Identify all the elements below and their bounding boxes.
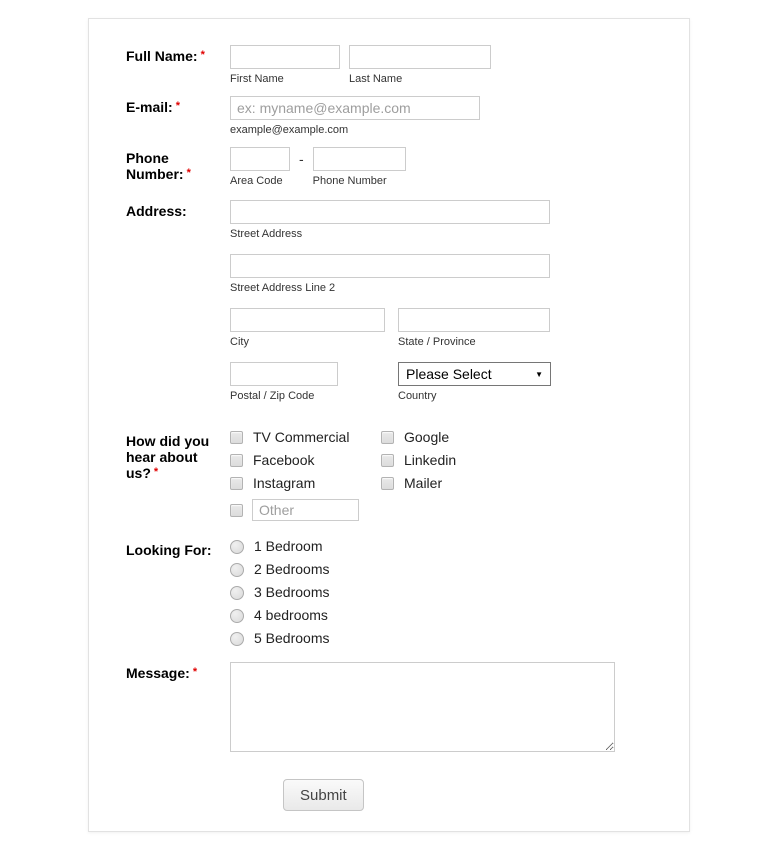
radio-item-3-bedrooms bbox=[230, 585, 659, 600]
hear-about-options bbox=[230, 430, 659, 521]
country-select-value: Please Select bbox=[406, 366, 492, 382]
phone-required-asterisk: * bbox=[186, 167, 191, 179]
mailer-label[interactable]: Mailer bbox=[404, 475, 443, 491]
postal-code-sublabel: Postal / Zip Code bbox=[230, 390, 315, 402]
checkbox-item-linkedin bbox=[381, 453, 659, 468]
phone-fields bbox=[230, 147, 659, 188]
message-label-text: Message: bbox=[126, 665, 190, 681]
full-name-row bbox=[126, 45, 659, 86]
checkbox-item-tv-commercial bbox=[230, 430, 381, 445]
mailer-checkbox[interactable] bbox=[381, 477, 394, 490]
area-code-input[interactable] bbox=[230, 147, 290, 171]
google-label[interactable]: Google bbox=[404, 429, 450, 445]
tv-commercial-checkbox[interactable] bbox=[230, 431, 243, 444]
email-required-asterisk: * bbox=[175, 100, 180, 112]
phone-row bbox=[126, 147, 659, 188]
hear-about-label-text: How did you hear about us? bbox=[126, 433, 210, 481]
city-subfield bbox=[230, 308, 398, 349]
radio-item-1-bedroom bbox=[230, 539, 659, 554]
submit-row bbox=[283, 779, 659, 811]
four-bedrooms-radio[interactable] bbox=[230, 609, 244, 623]
address-label bbox=[126, 200, 230, 219]
looking-for-options bbox=[230, 539, 659, 646]
email-sublabel: example@example.com bbox=[230, 124, 349, 136]
checkbox-item-other bbox=[230, 499, 381, 521]
phone-number-subfield bbox=[313, 147, 406, 188]
five-bedrooms-label[interactable]: 5 Bedrooms bbox=[254, 630, 330, 646]
chevron-down-icon: ▼ bbox=[535, 369, 543, 379]
form-card bbox=[88, 18, 690, 832]
other-checkbox[interactable] bbox=[230, 504, 243, 517]
radio-item-4-bedrooms bbox=[230, 608, 659, 623]
message-field bbox=[230, 662, 659, 757]
facebook-checkbox[interactable] bbox=[230, 454, 243, 467]
radio-item-2-bedrooms bbox=[230, 562, 659, 577]
street-address-subfield bbox=[230, 200, 659, 241]
state-sublabel: State / Province bbox=[398, 336, 476, 348]
checkbox-item-google bbox=[381, 430, 659, 445]
street-address2-sublabel: Street Address Line 2 bbox=[230, 282, 336, 294]
linkedin-label[interactable]: Linkedin bbox=[404, 452, 457, 468]
city-sublabel: City bbox=[230, 336, 249, 348]
phone-separator: - bbox=[299, 151, 304, 167]
tv-commercial-label[interactable]: TV Commercial bbox=[253, 429, 350, 445]
area-code-sublabel: Area Code bbox=[230, 175, 283, 187]
three-bedrooms-label[interactable]: 3 Bedrooms bbox=[254, 584, 330, 600]
first-name-input[interactable] bbox=[230, 45, 340, 69]
three-bedrooms-radio[interactable] bbox=[230, 586, 244, 600]
looking-for-label bbox=[126, 539, 230, 558]
city-state-row bbox=[230, 308, 659, 349]
looking-for-row bbox=[126, 539, 659, 646]
looking-for-label-text: Looking For: bbox=[126, 542, 212, 558]
google-checkbox[interactable] bbox=[381, 431, 394, 444]
country-select[interactable] bbox=[398, 362, 551, 386]
message-label bbox=[126, 662, 230, 681]
five-bedrooms-radio[interactable] bbox=[230, 632, 244, 646]
last-name-subfield bbox=[349, 45, 491, 86]
street-address-input[interactable] bbox=[230, 200, 550, 224]
two-bedrooms-label[interactable]: 2 Bedrooms bbox=[254, 561, 330, 577]
message-textarea[interactable] bbox=[230, 662, 615, 752]
radio-item-5-bedrooms bbox=[230, 631, 659, 646]
address-fields bbox=[230, 200, 659, 403]
phone-label bbox=[126, 147, 230, 182]
street-address2-input[interactable] bbox=[230, 254, 550, 278]
hear-about-label bbox=[126, 430, 230, 481]
other-input[interactable] bbox=[252, 499, 359, 521]
one-bedroom-radio[interactable] bbox=[230, 540, 244, 554]
address-label-text: Address: bbox=[126, 203, 187, 219]
street-address-sublabel: Street Address bbox=[230, 228, 303, 240]
full-name-label bbox=[126, 45, 230, 64]
hear-about-row bbox=[126, 430, 659, 521]
four-bedrooms-label[interactable]: 4 bedrooms bbox=[254, 607, 328, 623]
phone-label-text: Phone Number: bbox=[126, 150, 184, 182]
first-name-subfield bbox=[230, 45, 340, 86]
phone-number-sublabel: Phone Number bbox=[312, 175, 387, 187]
linkedin-checkbox[interactable] bbox=[381, 454, 394, 467]
instagram-label[interactable]: Instagram bbox=[253, 475, 316, 491]
postal-code-input[interactable] bbox=[230, 362, 338, 386]
state-input[interactable] bbox=[398, 308, 550, 332]
city-input[interactable] bbox=[230, 308, 385, 332]
last-name-input[interactable] bbox=[349, 45, 491, 69]
area-code-subfield bbox=[230, 147, 290, 188]
email-input[interactable] bbox=[230, 96, 480, 120]
checkbox-item-mailer bbox=[381, 476, 659, 491]
hear-about-required-asterisk: * bbox=[153, 466, 159, 478]
postal-country-row bbox=[230, 362, 659, 403]
checkbox-item-facebook bbox=[230, 453, 381, 468]
full-name-label-text: Full Name: bbox=[126, 48, 198, 64]
first-name-sublabel: First Name bbox=[230, 73, 284, 85]
checkbox-item-instagram bbox=[230, 476, 381, 491]
email-label-text: E-mail: bbox=[126, 99, 173, 115]
full-name-fields bbox=[230, 45, 659, 86]
country-sublabel: Country bbox=[398, 390, 437, 402]
two-bedrooms-radio[interactable] bbox=[230, 563, 244, 577]
address-row bbox=[126, 200, 659, 403]
last-name-sublabel: Last Name bbox=[349, 73, 403, 85]
message-required-asterisk: * bbox=[192, 666, 198, 678]
state-subfield bbox=[398, 308, 550, 349]
country-subfield bbox=[398, 362, 551, 403]
facebook-label[interactable]: Facebook bbox=[253, 452, 315, 468]
message-row bbox=[126, 662, 659, 757]
email-row bbox=[126, 96, 659, 137]
submit-button[interactable]: Submit bbox=[283, 779, 364, 811]
street-address2-subfield bbox=[230, 254, 659, 295]
phone-number-input[interactable] bbox=[313, 147, 406, 171]
instagram-checkbox[interactable] bbox=[230, 477, 243, 490]
full-name-required-asterisk: * bbox=[200, 49, 205, 61]
email-label bbox=[126, 96, 230, 115]
email-field bbox=[230, 96, 659, 137]
postal-subfield bbox=[230, 362, 398, 403]
one-bedroom-label[interactable]: 1 Bedroom bbox=[254, 538, 323, 554]
